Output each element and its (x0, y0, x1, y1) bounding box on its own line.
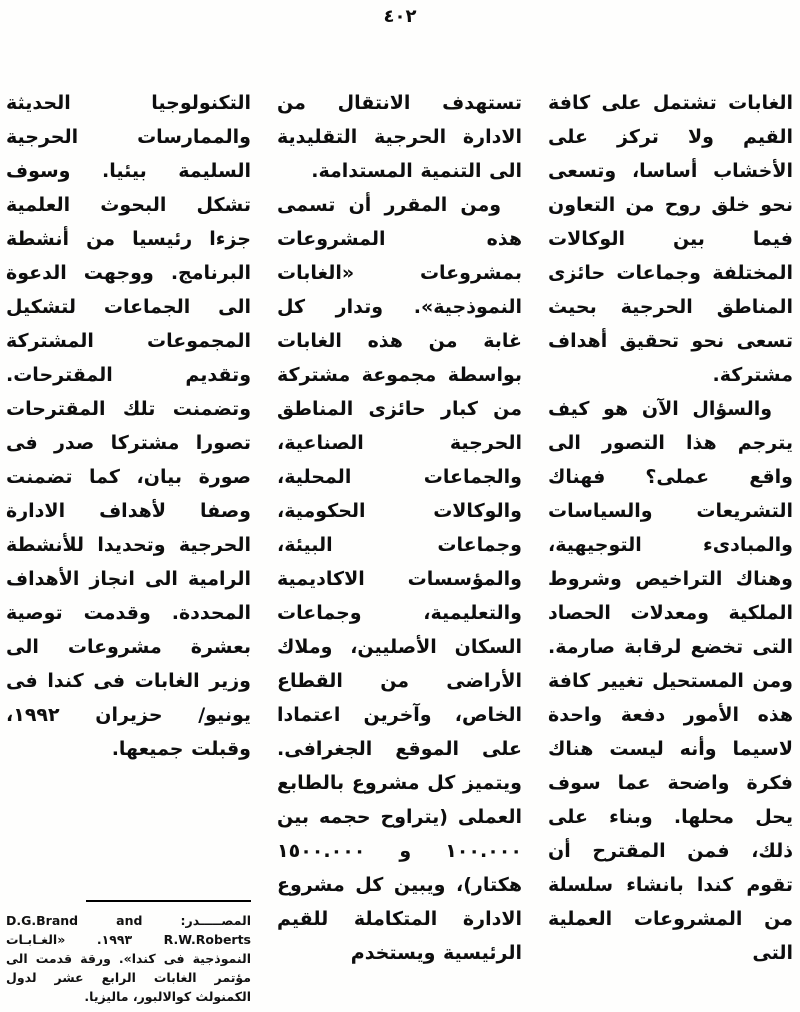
paragraph: والسؤال الآن هو كيف يترجم هذا التصور الى واقع عملى؟ فهناك التشريعات والسياسات والمبادىء التوجيهية، وهناك التراخيص وشروط الملكية ومعدلات الحصاد التى تخضع لرقابة صارمة. ومن المستحيل تغيير كافة هذه الأمور دفعة واحدة لاسيما وأنه ليست هناك فكرة واضحة عما سوف يحل محلها. وبناء على ذلك، فمن المقترح أن تقوم كندا بانشاء سلسلة من المشروعات العملية التى (548, 398, 793, 964)
page-number: ٤٠٢ (383, 6, 417, 27)
paragraph: تستهدف الانتقال من الادارة الحرجية التقليدية الى التنمية المستدامة. (277, 92, 522, 182)
footnote (6, 900, 251, 1006)
footnote-separator (86, 900, 251, 902)
column-right (548, 86, 793, 1006)
paragraph: التكنولوجيا الحديثة والممارسات الحرجية السليمة بيئيا. وسوف تشكل البحوث العلمية جزءا رئيسيا من أنشطة البرنامج. ووجهت الدعوة الى الجماعات لتشكيل المجموعات المشتركة وتقديم المقترحات. وتضمنت تلك المقترحات تصورا مشتركا صدر فى صورة بيان، كما تضمنت وصفا لأهداف الادارة الحرجية وتحديدا للأنشطة الرامية الى انجاز الأهداف المحددة. وقدمت توصية بعشرة مشروعات الى وزير الغابات فى كندا فى يونيو/ حزيران ١٩٩٢، وقبلت جميعها. (6, 92, 251, 760)
paragraph: ومن المقرر أن تسمى هذه المشروعات بمشروعات «الغابات النموذجية». وتدار كل غابة من هذه الغابات بواسطة مجموعة مشتركة من كبار حائزى المناطق الحرجية الصناعية، والجماعات المحلية، والوكالات الحكومية، وجماعات البيئة، والمؤسسات الاكاديمية والتعليمية، وجماعات السكان الأصليين، وملاك الأراضى من القطاع الخاص، وآخرين اعتمادا على الموقع الجغرافى. ويتميز كل مشروع بالطابع العملى (يتراوح حجمه بين ١٠٠.٠٠٠ و ١٥٠٠.٠٠٠ هكتار)، ويبين كل مشروع الادارة المتكاملة للقيم الرئيسية ويستخدم (277, 194, 522, 964)
column-middle (277, 86, 522, 1006)
text-columns (7, 86, 793, 1006)
footnote-text: المصـــــدر: D.G.Brand and R.W.Roberts ١٩٩٣. «الغـابـات النموذجية فى كندا». ورقة قدمت الى مؤتمر الغابات الرابع عشر لدول الكمنولث كوالالبور، ماليزيا. (6, 913, 251, 1004)
paragraph: الغابات تشتمل على كافة القيم ولا تركز على الأخشاب أساسا، وتسعى نحو خلق روح من التعاون فيما بين الوكالات المختلفة وجماعات حائزى المناطق الحرجية بحيث تسعى نحو تحقيق أهداف مشتركة. (548, 92, 793, 386)
column-left (6, 86, 251, 1006)
